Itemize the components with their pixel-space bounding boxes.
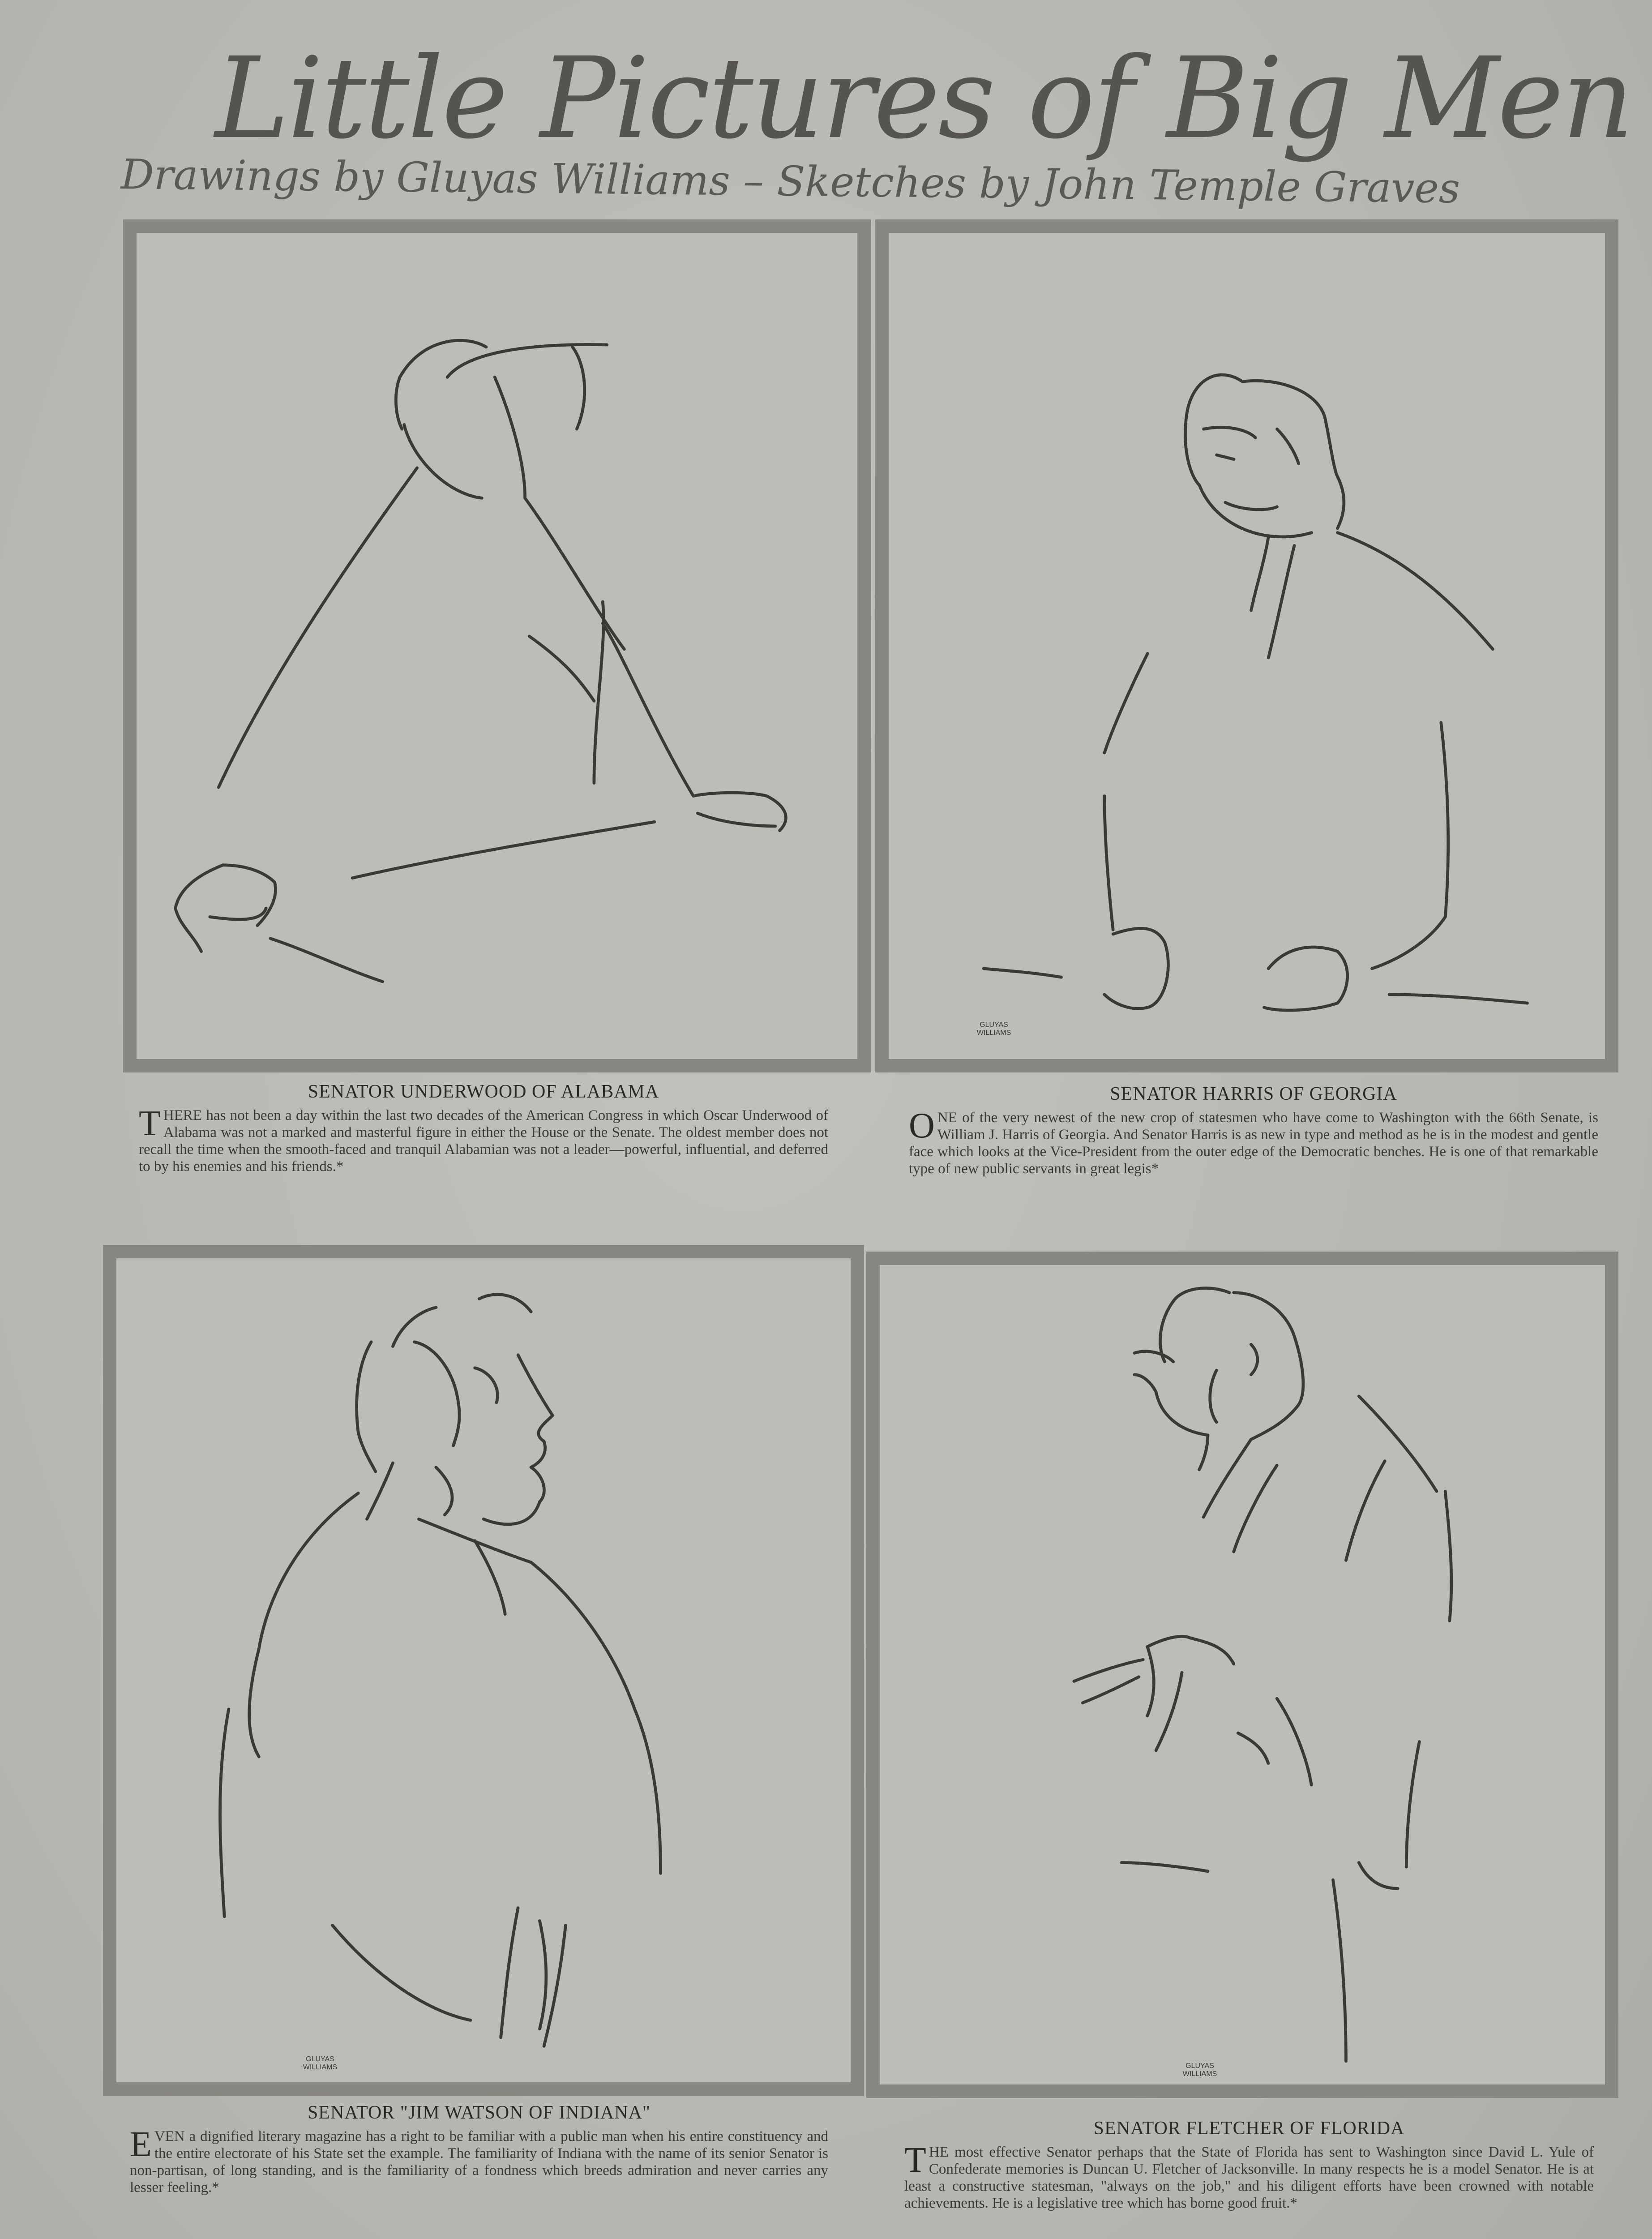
artist-signature: GLUYAS WILLIAMS [1182,2062,1217,2078]
artist-signature: GLUYAS WILLIAMS [303,2055,338,2071]
portrait-drawing-fletcher [880,1265,1605,2085]
portrait-frame-watson [103,1245,864,2096]
drop-cap: E [130,2125,152,2164]
caption-heading: SENATOR "JIM WATSON OF INDIANA" [307,2102,651,2123]
drop-cap: O [909,1106,935,1145]
caption-body [139,1104,828,1175]
caption-text: VEN a dignified literary magazine has a right to be familiar with a public man when his entire constituency and the entire electorate of his State set the example. The familiarity of Indiana with the name of its senior Senator is non-partisan, of long standing, and is the familiarity of a fondness which breeds admiration and never carries any lesser feeling.* [130,2128,828,2196]
caption-body [909,1106,1598,1177]
caption-underwood [139,1079,828,1175]
artist-signature: GLUYAS WILLIAMS [976,1021,1011,1037]
drop-cap: T [904,2140,926,2180]
caption-heading: SENATOR FLETCHER OF FLORIDA [1093,2118,1405,2139]
portrait-drawing-harris [889,233,1605,1059]
drop-cap: T [139,1104,161,1143]
portrait-frame-fletcher [866,1252,1618,2098]
caption-fletcher [904,2116,1594,2212]
caption-watson [130,2100,828,2196]
caption-body [130,2125,828,2196]
caption-heading: SENATOR HARRIS OF GEORGIA [1110,1084,1397,1104]
page-title: Little Pictures of Big Men [215,33,1632,163]
caption-text: HERE has not been a day within the last two decades of the American Congress in which Oscar Underwood of Alabama was not a marked and masterful figure in either the House or the Senate. The oldest member does not recall the time when the smooth-faced and tranquil Alabamian was not a leader—powerful, influential, and deferred to by his enemies and his friends.* [139,1107,828,1175]
caption-harris [909,1081,1598,1177]
caption-heading: SENATOR UNDERWOOD OF ALABAMA [308,1081,659,1102]
page-subtitle: Drawings by Gluyas Williams – Sketches by John Temple Graves [120,150,1460,213]
portrait-frame-harris [875,219,1618,1072]
caption-body [904,2140,1594,2212]
portrait-drawing-underwood [137,233,857,1059]
caption-text: NE of the very newest of the new crop of statesmen who have come to Washington with the 66th Senate, is William J. Harris of Georgia. And Senator Harris is as new in type and method as he is in the modest and gentle face which looks at the Vice-President from the outer edge of the Democratic benches. He is one of that remarkable type of new public servants in great legis* [909,1110,1598,1177]
portrait-frame-underwood [123,219,871,1072]
portrait-drawing-watson [116,1258,851,2082]
caption-text: HE most effective Senator perhaps that the State of Florida has sent to Washington since David L. Yule of Confederate memories is Duncan U. Fletcher of Jacksonville. In many respects he is a model Senator. He is at least a constructive statesman, "always on the job," and his diligent efforts have been crowned with notable achievements. He is a legislative tree which has borne good fruit.* [904,2144,1594,2211]
